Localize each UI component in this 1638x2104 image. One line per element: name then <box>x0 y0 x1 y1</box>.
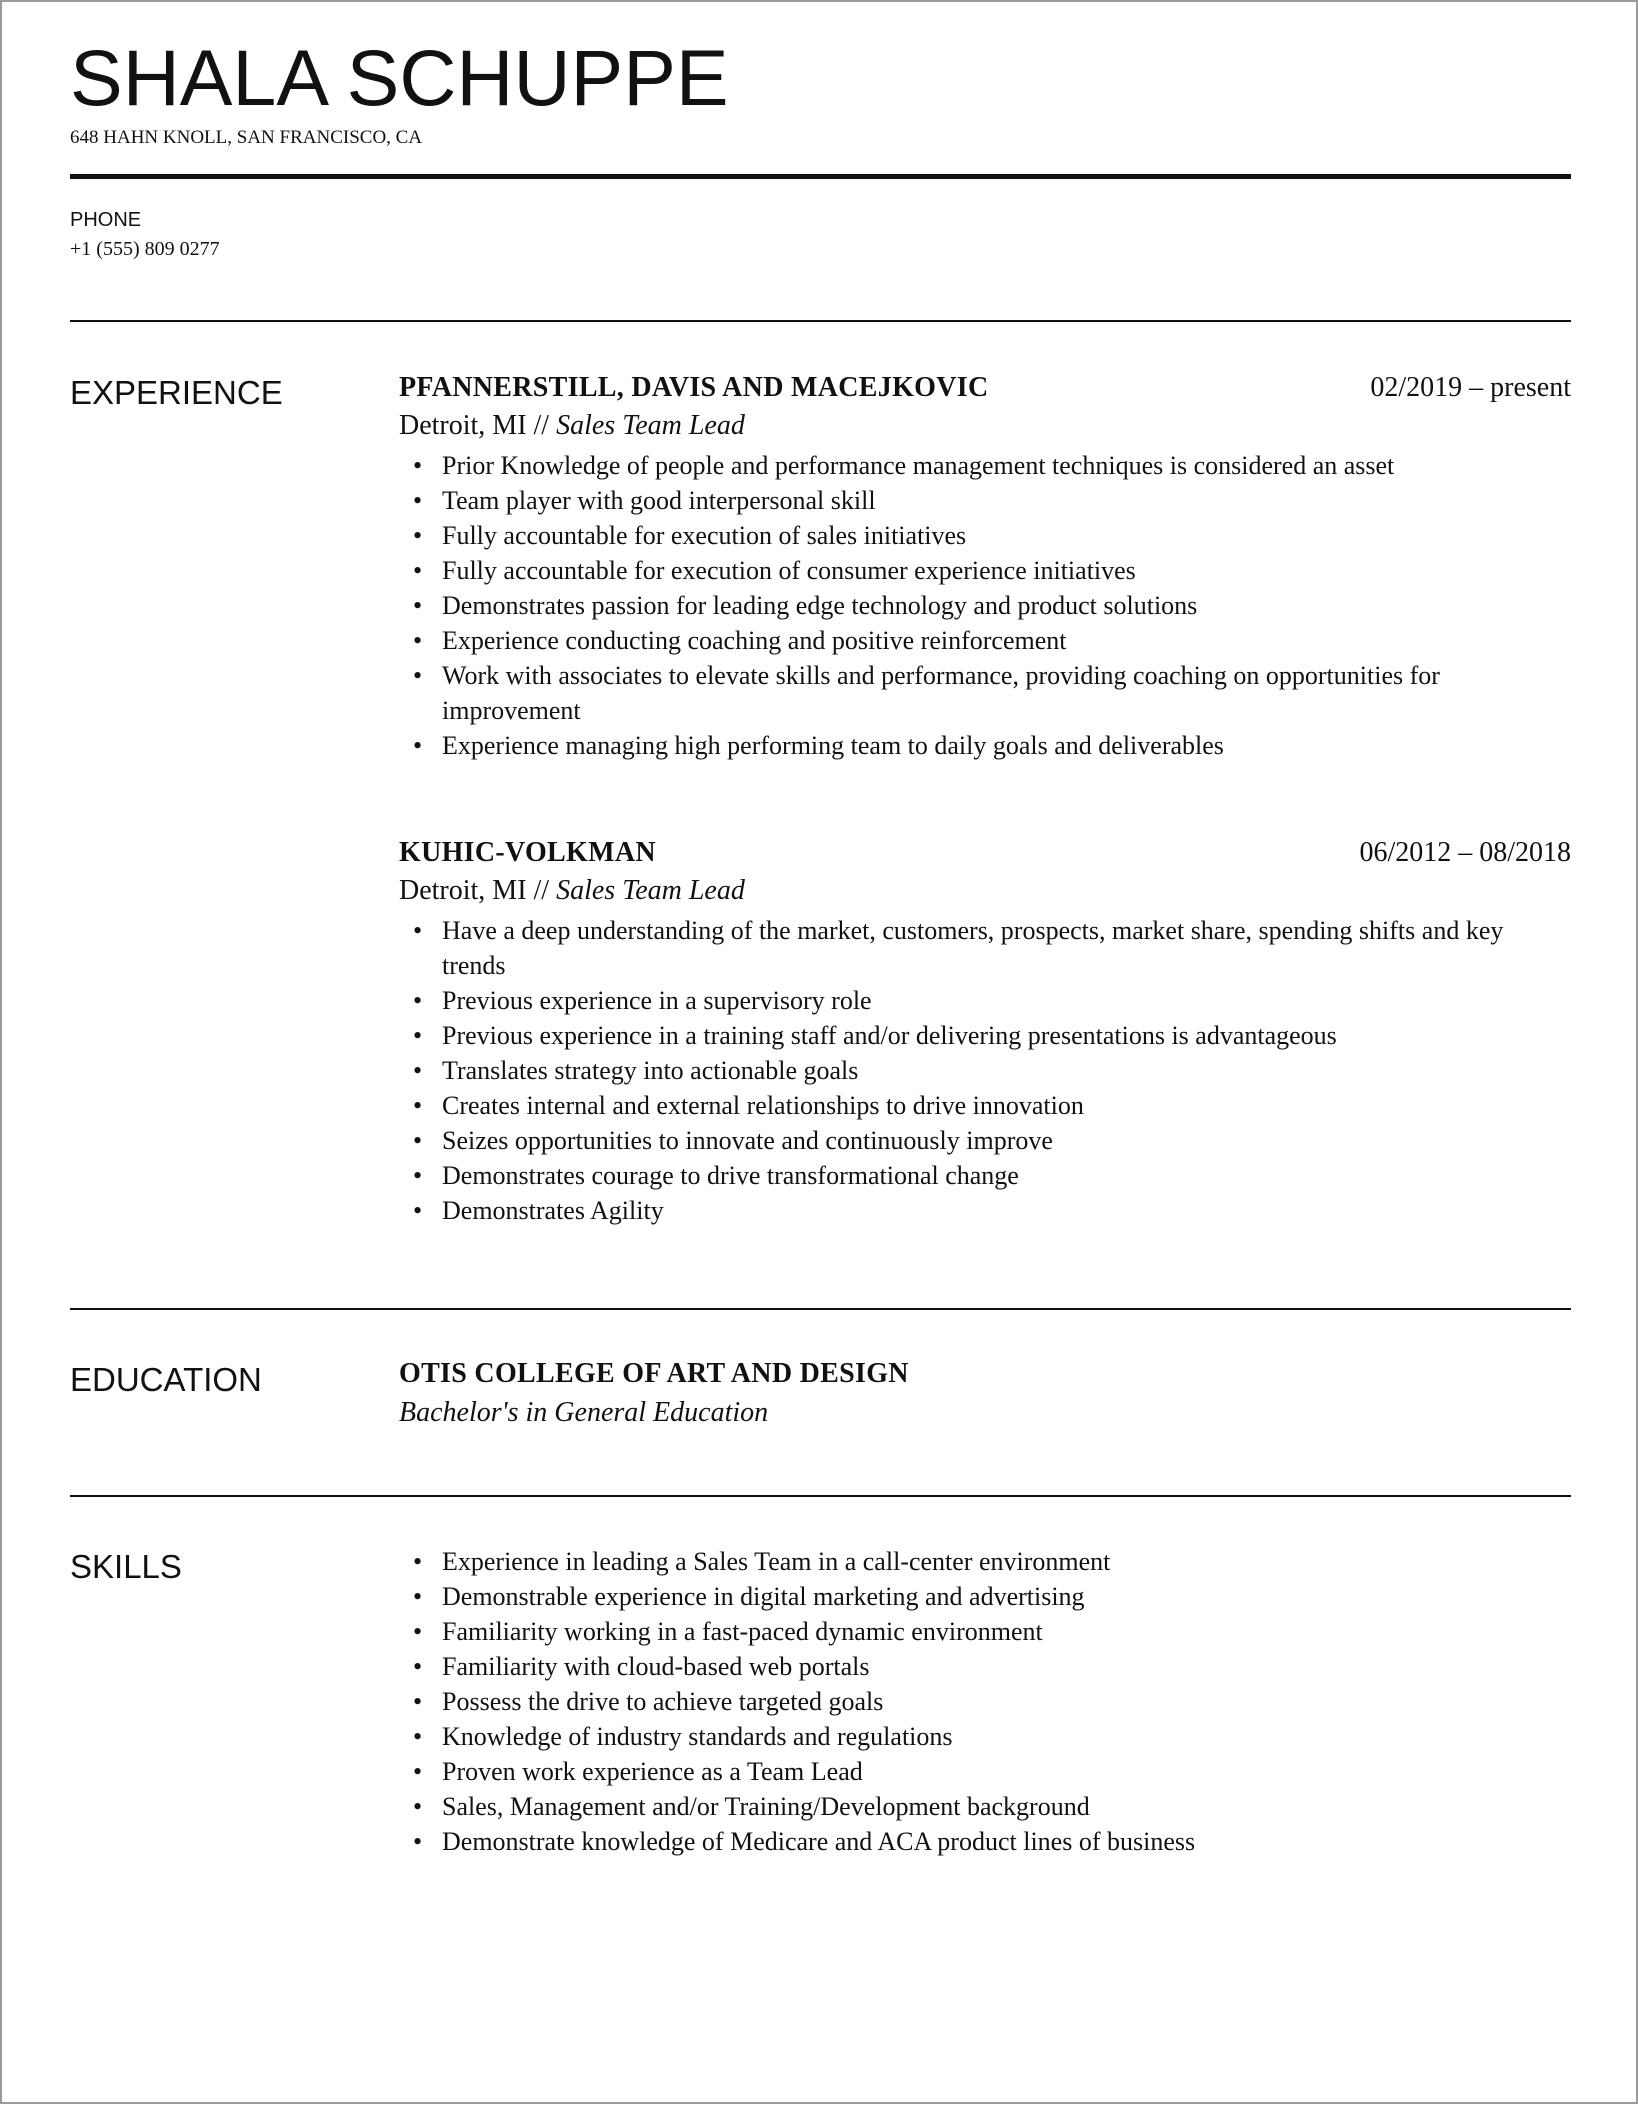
bullet-item: • Demonstrates courage to drive transformational change <box>399 1158 1571 1193</box>
skill-item: • Demonstrable experience in digital marketing and advertising <box>399 1579 1571 1614</box>
bullet-item: • Fully accountable for execution of consumer experience initiatives <box>399 553 1571 588</box>
education-entry <box>399 1356 1571 1432</box>
bullet-item: • Work with associates to elevate skills and performance, providing coaching on opportunities for improvement <box>399 658 1571 728</box>
skill-item: • Experience in leading a Sales Team in a call-center environment <box>399 1544 1571 1579</box>
employer-name: PFANNERSTILL, DAVIS AND MACEJKOVIC <box>399 372 989 403</box>
section-divider-skills <box>70 1495 1571 1497</box>
phone-value: +1 (555) 809 0277 <box>70 238 220 260</box>
bullet-item: • Translates strategy into actionable goals <box>399 1053 1571 1088</box>
bullet-item: • Have a deep understanding of the market, customers, prospects, market share, spending shifts and key trends <box>399 913 1571 983</box>
bullet-item: • Experience managing high performing team to daily goals and deliverables <box>399 728 1571 763</box>
education-header <box>399 1356 1571 1394</box>
job-header <box>399 370 1571 408</box>
employment-dates: 06/2012 – 08/2018 <box>1359 837 1571 868</box>
skill-item: • Familiarity with cloud-based web portals <box>399 1649 1571 1684</box>
address: 648 HAHN KNOLL, SAN FRANCISCO, CA <box>70 127 423 148</box>
job-location-role <box>399 408 1571 448</box>
job-role: Sales Team Lead <box>556 410 745 441</box>
skill-item: • Demonstrate knowledge of Medicare and ACA product lines of business <box>399 1824 1571 1859</box>
skill-item: • Sales, Management and/or Training/Development background <box>399 1789 1571 1824</box>
education-heading: EDUCATION <box>70 1361 262 1398</box>
separator: // <box>526 410 557 441</box>
phone-label: PHONE <box>70 209 142 231</box>
job-bullets <box>399 913 1571 1228</box>
bullet-item: • Demonstrates passion for leading edge technology and product solutions <box>399 588 1571 623</box>
job-location: Detroit, MI <box>399 875 527 906</box>
bullet-item: • Demonstrates Agility <box>399 1193 1571 1228</box>
experience-heading: EXPERIENCE <box>70 374 283 411</box>
job-role: Sales Team Lead <box>556 875 745 906</box>
bullet-item: • Fully accountable for execution of sales initiatives <box>399 518 1571 553</box>
separator: // <box>526 875 557 906</box>
bullet-item: • Seizes opportunities to innovate and continuously improve <box>399 1123 1571 1158</box>
bullet-item: • Previous experience in a supervisory role <box>399 983 1571 1018</box>
job-entry-2 <box>399 835 1571 1228</box>
job-location-role <box>399 873 1571 913</box>
candidate-name: SHALA SCHUPPE <box>70 33 729 122</box>
job-location: Detroit, MI <box>399 410 527 441</box>
skills-heading: SKILLS <box>70 1548 182 1585</box>
job-entry-1 <box>399 370 1571 763</box>
employment-dates: 02/2019 – present <box>1370 372 1571 403</box>
degree: Bachelor's in General Education <box>399 1397 769 1428</box>
skill-item: • Proven work experience as a Team Lead <box>399 1754 1571 1789</box>
section-divider-experience <box>70 320 1571 322</box>
skills-list-container <box>399 1544 1571 1859</box>
header-divider <box>70 174 1571 179</box>
bullet-item: • Previous experience in a training staff and/or delivering presentations is advantageous <box>399 1018 1571 1053</box>
school-name: OTIS COLLEGE OF ART AND DESIGN <box>399 1358 909 1389</box>
bullet-item: • Team player with good interpersonal skill <box>399 483 1571 518</box>
skills-list <box>399 1544 1571 1859</box>
skill-item: • Knowledge of industry standards and regulations <box>399 1719 1571 1754</box>
job-header <box>399 835 1571 873</box>
skill-item: • Possess the drive to achieve targeted goals <box>399 1684 1571 1719</box>
bullet-item: • Creates internal and external relationships to drive innovation <box>399 1088 1571 1123</box>
bullet-item: • Experience conducting coaching and positive reinforcement <box>399 623 1571 658</box>
skill-item: • Familiarity working in a fast-paced dynamic environment <box>399 1614 1571 1649</box>
section-divider-education <box>70 1308 1571 1310</box>
job-bullets <box>399 448 1571 763</box>
employer-name: KUHIC-VOLKMAN <box>399 837 656 868</box>
bullet-item: • Prior Knowledge of people and performance management techniques is considered an asset <box>399 448 1571 483</box>
